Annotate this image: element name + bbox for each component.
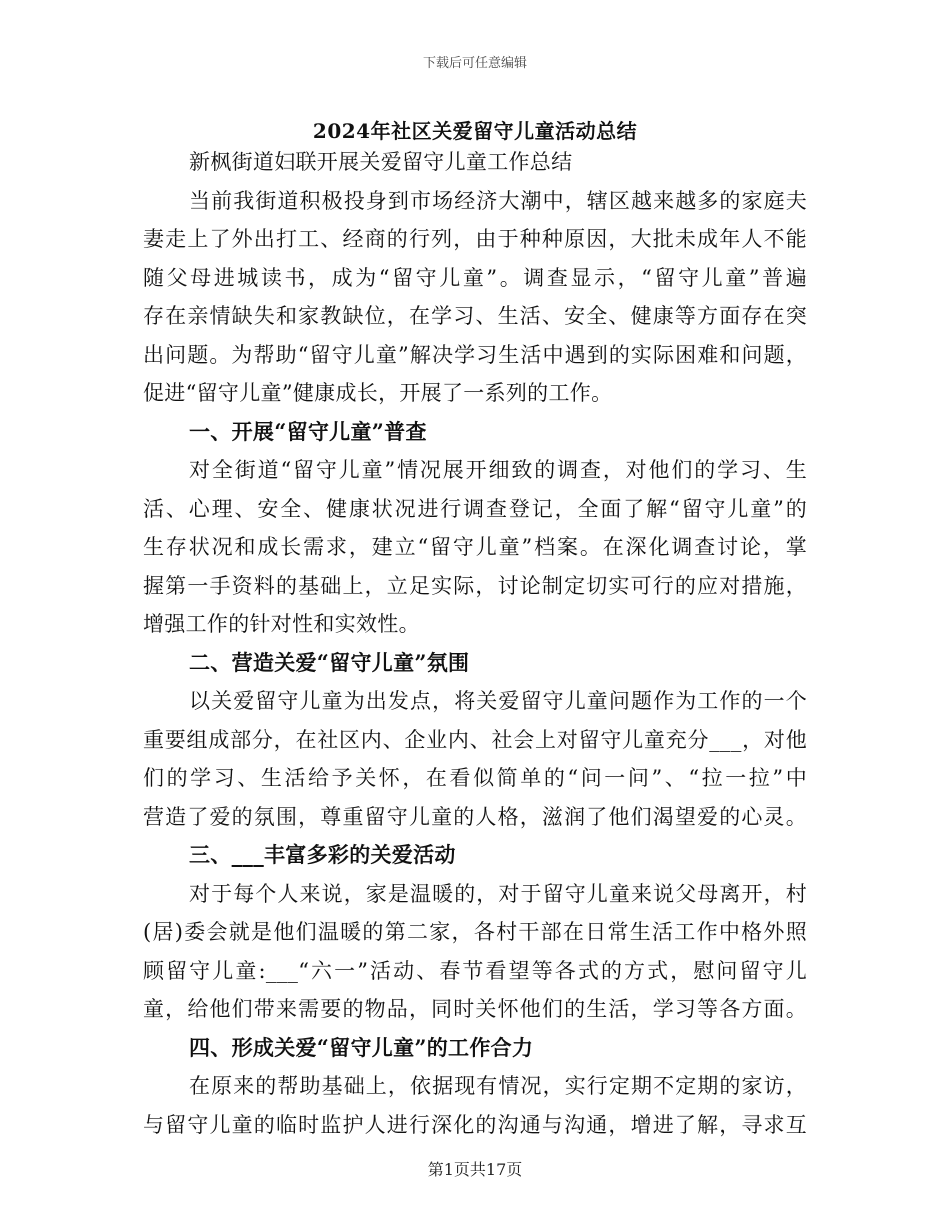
paragraph-line: 生存状况和成长需求，建立“留守儿童”档案。在深化调查讨论，掌	[143, 535, 807, 559]
paragraph-line: 童，给他们带来需要的物品，同时关怀他们的生活，学习等各方面。	[143, 997, 807, 1021]
section-heading: 一、开展“留守儿童”普查	[189, 418, 427, 444]
paragraph-line: 在原来的帮助基础上，依据现有情况，实行定期不定期的家访，	[189, 1074, 807, 1098]
paragraph-line: 以关爱留守儿童为出发点，将关爱留守儿童问题作为工作的一个	[189, 689, 807, 713]
paragraph-line: 重要组成部分，在社区内、企业内、社会上对留守儿童充分___，对他	[143, 727, 807, 752]
page-header-note: 下载后可任意编辑	[422, 56, 527, 71]
paragraph-line: 与留守儿童的临时监护人进行深化的沟通与沟通，增进了解，寻求互	[143, 1112, 807, 1137]
paragraph-line: 促进“留守儿童”健康成长，开展了一系列的工作。	[143, 381, 613, 405]
paragraph-line: 新枫街道妇联开展关爱留守儿童工作总结	[189, 150, 573, 174]
paragraph-line: 对于每个人来说，家是温暖的，对于留守儿童来说父母离开，村	[189, 881, 807, 906]
paragraph-line: 营造了爱的氛围，尊重留守儿童的人格，滋润了他们渴望爱的心灵。	[143, 804, 807, 829]
section-heading: 四、形成关爱“留守儿童”的工作合力	[189, 1034, 534, 1060]
paragraph-line: (居)委会就是他们温暖的第二家，各村干部在日常生活工作中格外照	[143, 920, 807, 944]
paragraph-line: 出问题。为帮助“留守儿童”解决学习生活中遇到的实际困难和问题，	[143, 342, 807, 367]
paragraph-line: 顾留守儿童:___“六一”活动、春节看望等各式的方式，慰问留守儿	[143, 958, 807, 983]
document-title: 2024年社区关爱留守儿童活动总结	[312, 119, 638, 143]
section-heading: 二、营造关爱“留守儿童”氛围	[189, 649, 470, 675]
paragraph-line: 握第一手资料的基础上，立足实际，讨论制定切实可行的应对措施，	[143, 573, 807, 598]
paragraph-line: 当前我街道积极投身到市场经济大潮中，辖区越来越多的家庭夫	[189, 188, 807, 213]
paragraph-line: 们的学习、生活给予关怀，在看似简单的“问一问”、“拉一拉”中	[143, 766, 807, 790]
section-heading: 三、___丰富多彩的关爱活动	[189, 842, 456, 867]
paragraph-line: 存在亲情缺失和家教缺位，在学习、生活、安全、健康等方面存在突	[143, 304, 807, 328]
page-footer-number: 第1页共17页	[427, 1160, 523, 1179]
paragraph-line: 随父母进城读书，成为“留守儿童”。调查显示，“留守儿童”普遍	[143, 265, 807, 290]
document-body	[143, 143, 807, 1144]
paragraph-line: 增强工作的针对性和实效性。	[143, 612, 420, 636]
paragraph-line: 妻走上了外出打工、经商的行列，由于种种原因，大批未成年人不能	[143, 227, 807, 251]
paragraph-line: 对全街道“留守儿童”情况展开细致的调查，对他们的学习、生	[189, 458, 807, 482]
paragraph-line: 活、心理、安全、健康状况进行调查登记，全面了解“留守儿童”的	[143, 496, 807, 521]
